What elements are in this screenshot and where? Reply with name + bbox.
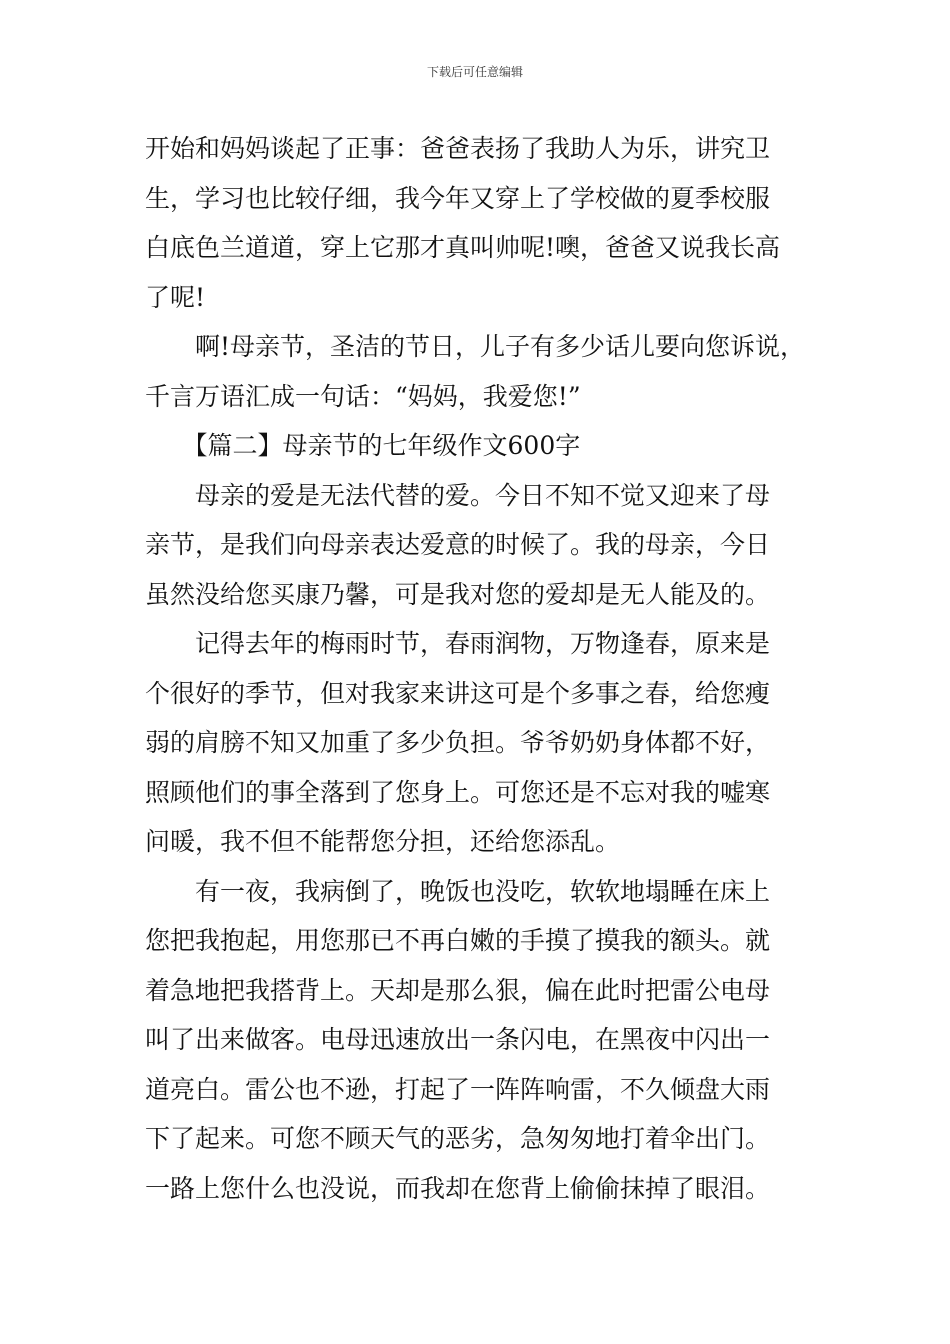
text-line: 开始和妈妈谈起了正事：爸爸表扬了我助人为乐，讲究卫 xyxy=(145,134,771,163)
text-line: 叫了出来做客。电母迅速放出一条闪电，在黑夜中闪出一 xyxy=(145,1025,771,1054)
text-line: 千言万语汇成一句话：“妈妈，我爱您!” xyxy=(145,381,581,411)
text-line: 下了起来。可您不顾天气的恶劣，急匆匆地打着伞出门。 xyxy=(145,1124,771,1153)
text-line: 个很好的季节，但对我家来讲这可是个多事之春，给您瘦 xyxy=(145,678,771,708)
text-line: 了呢! xyxy=(145,282,206,312)
text-line: 弱的肩膀不知又加重了多少负担。爷爷奶奶身体都不好， xyxy=(145,728,771,757)
text-line: 生，学习也比较仔细，我今年又穿上了学校做的夏季校服 xyxy=(145,183,771,213)
text-line: 有一夜，我病倒了，晚饭也没吃，软软地塌睡在床上 xyxy=(145,876,771,906)
text-line: 问暖，我不但不能帮您分担，还给您添乱。 xyxy=(145,827,621,856)
text-line: 啊!母亲节，圣洁的节日，儿子有多少话儿要向您诉说， xyxy=(145,332,806,361)
text-line: 一路上您什么也没说，而我却在您背上偷偷抹掉了眼泪。 xyxy=(145,1173,771,1203)
text-line: 您把我抱起，用您那已不再白嫩的手摸了摸我的额头。就 xyxy=(145,926,771,955)
text-line: 虽然没给您买康乃馨，可是我对您的爱却是无人能及的。 xyxy=(145,579,771,609)
text-line: 白底色兰道道，穿上它那才真叫帅呢!噢，爸爸又说我长高 xyxy=(145,233,781,262)
text-line: 记得去年的梅雨时节，春雨润物，万物逢春，原来是 xyxy=(145,629,771,658)
text-line: 着急地把我搭背上。天却是那么狠，偏在此时把雷公电母 xyxy=(145,975,771,1005)
document-body xyxy=(145,124,835,1213)
text-line: 母亲的爱是无法代替的爱。今日不知不觉又迎来了母 xyxy=(145,480,771,510)
text-line: 道亮白。雷公也不逊，打起了一阵阵响雷，不久倾盘大雨 xyxy=(145,1074,771,1104)
text-line: 照顾他们的事全落到了您身上。可您还是不忘对我的嘘寒 xyxy=(145,777,771,807)
text-line: 亲节，是我们向母亲表达爱意的时候了。我的母亲，今日 xyxy=(145,530,771,559)
page-header: 下载后可任意编辑 xyxy=(426,65,523,79)
section-heading: 【篇二】母亲节的七年级作文600字 xyxy=(145,431,581,460)
